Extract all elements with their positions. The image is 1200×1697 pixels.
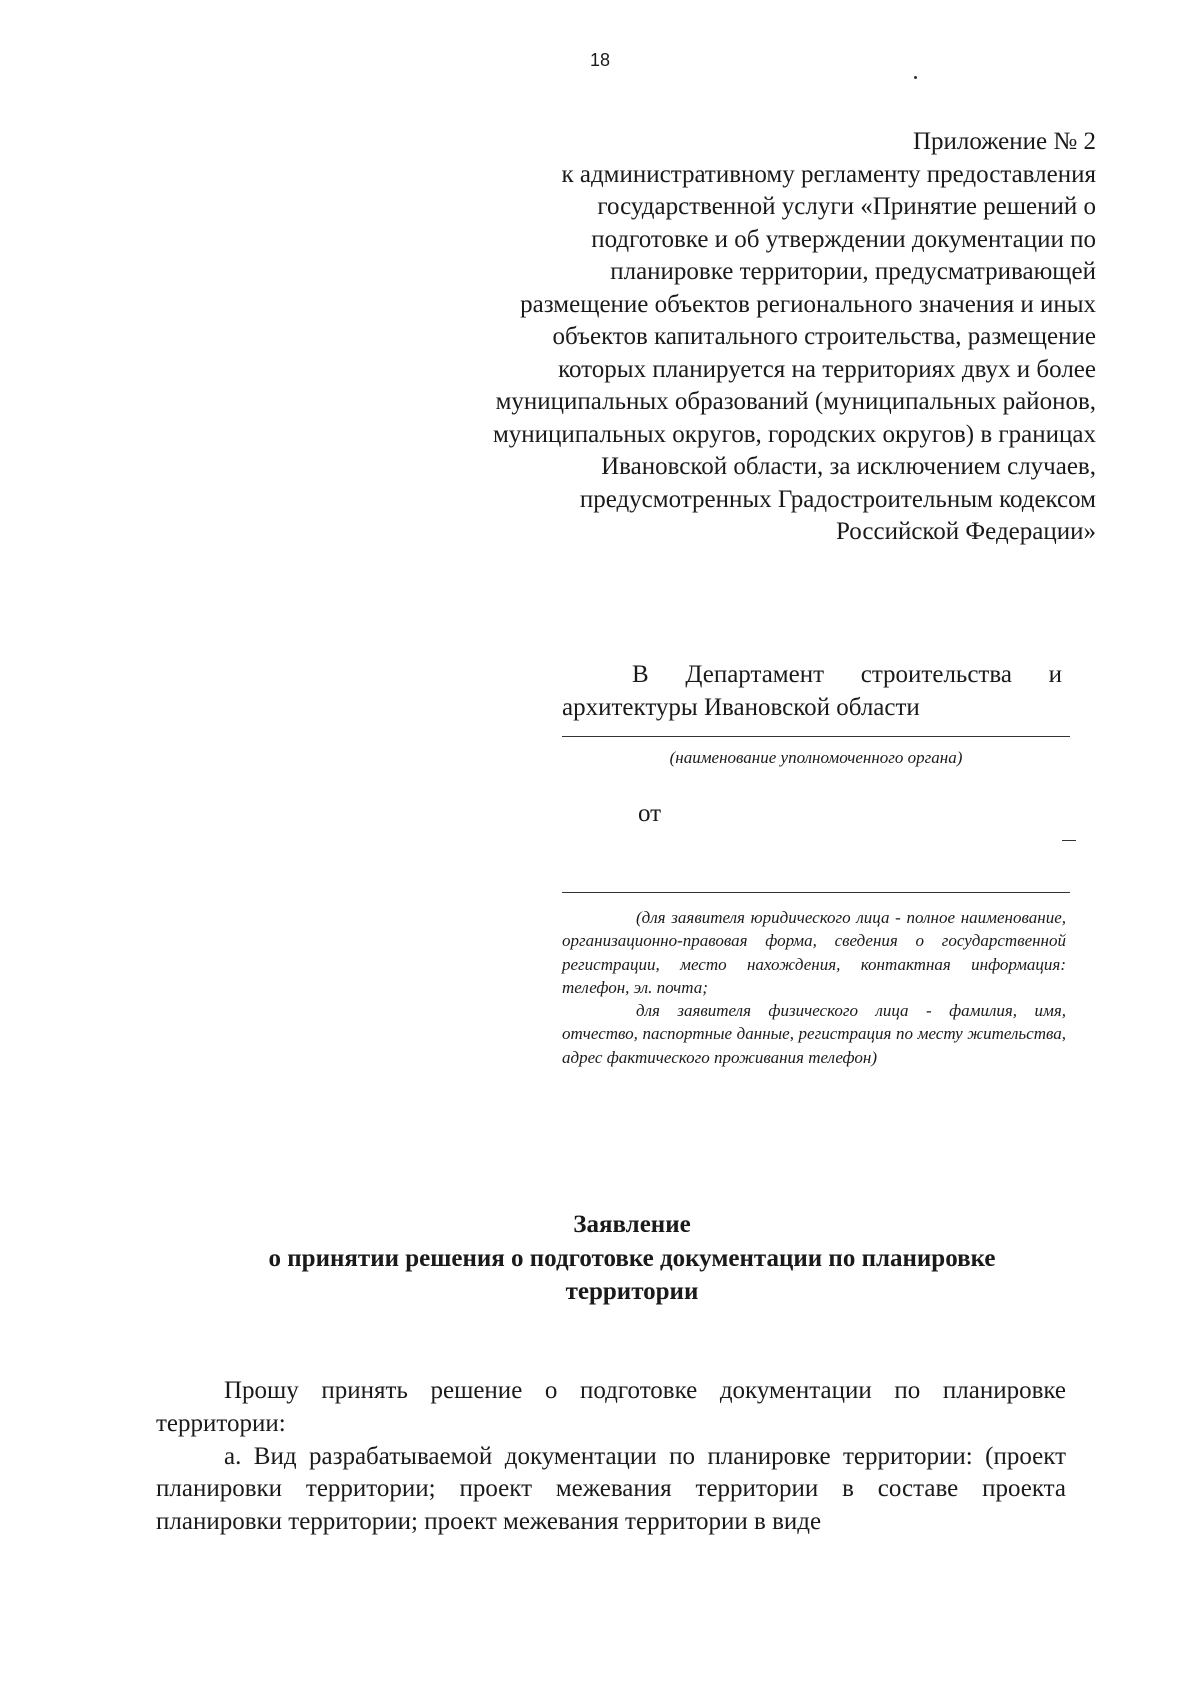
appendix-line: подготовке и об утверждении документации по bbox=[591, 225, 1096, 253]
appendix-line: Приложение № 2 bbox=[912, 128, 1096, 155]
appendix-line: Российской Федерации» bbox=[835, 518, 1096, 545]
appendix-line: Ивановской области, за исключением случаев, bbox=[601, 453, 1096, 480]
from-label: от bbox=[638, 800, 662, 827]
addressee-word: строительства bbox=[860, 661, 1012, 688]
appendix-line: планировке территории, предусматривающей bbox=[610, 258, 1096, 285]
appendix-line: предусмотренных Градостроительным кодексом bbox=[579, 485, 1096, 513]
addressee-word: Департамент bbox=[685, 661, 825, 688]
title-line-3: территории bbox=[565, 1278, 699, 1305]
scan-speck bbox=[914, 76, 917, 79]
body-text bbox=[156, 1375, 1066, 1539]
applicant-individual-caption: для заявителя физического лица - фамилия, имя, отчество, паспортные данные, регистрация по месту жительства, адрес фактического проживания телефон) bbox=[562, 1001, 1066, 1067]
authority-caption: (наименование уполномоченного органа) bbox=[669, 748, 963, 767]
addressee-underline bbox=[562, 736, 1070, 737]
title-line-1: Заявление bbox=[573, 1211, 691, 1238]
page-number: 18 bbox=[589, 50, 611, 70]
document-title bbox=[200, 1208, 1064, 1309]
applicant-legal-caption: (для заявителя юридического лица - полное наименование, организационно-правовая форма, сведения о государственной регистрации, место нахождения, контактная информация: телефон, эл. почта; bbox=[562, 908, 1066, 997]
addressee-word: В bbox=[632, 661, 649, 688]
addressee-block bbox=[562, 658, 1062, 724]
addressee-line-1 bbox=[632, 658, 1062, 691]
body-paragraph-1: Прошу принять решение о подготовке документации по планировке территории: bbox=[156, 1377, 1066, 1437]
appendix-line: которых планируется на территориях двух и более bbox=[558, 355, 1096, 383]
from-dash bbox=[1062, 840, 1076, 841]
appendix-line: размещение объектов регионального значения и иных bbox=[520, 290, 1096, 318]
appendix-line: муниципальных образований (муниципальных районов, bbox=[495, 388, 1096, 415]
appendix-line: объектов капитального строительства, размещение bbox=[552, 323, 1096, 350]
body-paragraph-2: а. Вид разрабатываемой документации по планировке территории: (проект планировки территории; проект межевания территории в составе проекта планировки территории; проект межевания территории в виде bbox=[156, 1442, 1066, 1536]
appendix-line: к административному регламенту предоставления bbox=[561, 160, 1096, 188]
addressee-line-2: архитектуры Ивановской области bbox=[562, 694, 920, 721]
appendix-line: государственной услуги «Принятие решений о bbox=[597, 193, 1096, 220]
addressee-word: и bbox=[1048, 661, 1062, 688]
appendix-header bbox=[376, 126, 1096, 549]
applicant-underline bbox=[562, 892, 1070, 893]
applicant-caption bbox=[562, 906, 1066, 1069]
appendix-line: муниципальных округов, городских округов) в границах bbox=[492, 420, 1096, 448]
title-line-2: о принятии решения о подготовке документации по планировке bbox=[268, 1244, 996, 1272]
